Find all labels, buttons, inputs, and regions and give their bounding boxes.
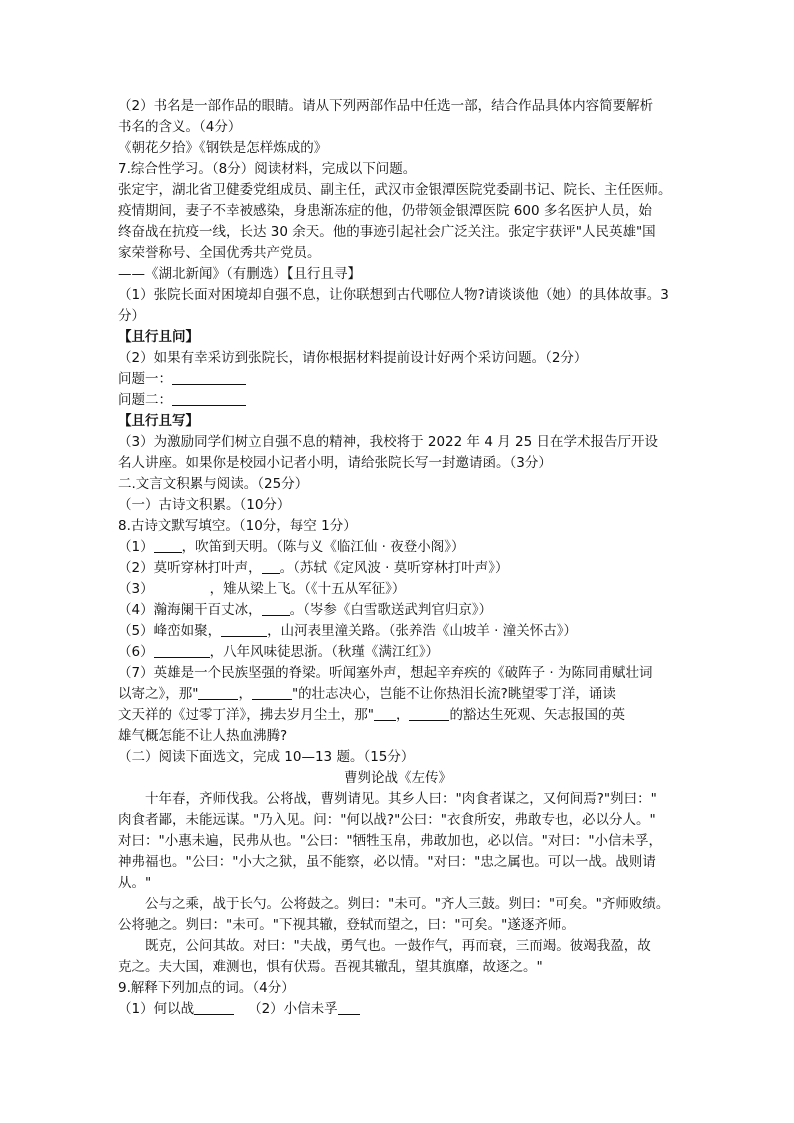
fill-prefix: （6） [118, 644, 154, 660]
answer-blank[interactable] [172, 391, 246, 406]
question-heading: 7.综合性学习。（8分）阅读材料，完成以下问题。 [118, 161, 417, 177]
fill-line [118, 537, 678, 558]
fill-suffix: 。（苏轼《定风波 · 莫听穿林打叶声》） [279, 560, 509, 576]
fill-prefix: （4）瀚海阑干百丈冰， [118, 602, 262, 618]
fill-line [118, 705, 678, 726]
passage-line: 肉食者鄙，未能远谋。"乃入见。问："何以战?"公曰："衣食所安，弗敢专也，必以分人。" [118, 812, 656, 828]
fill-line [118, 999, 678, 1020]
fill-line [118, 558, 678, 579]
answer-blank[interactable] [172, 370, 246, 385]
passage-line: 既克，公问其故。对曰："夫战，勇气也。一鼓作气，再而衰，三而竭。彼竭我盈，故 [145, 938, 651, 954]
text-line: （1）张院长面对困境却自强不息，让你联想到古代哪位人物?请谈谈他（她）的具体故事。3 [118, 287, 669, 303]
fill-suffix: ，雉从梁上飞。（《十五从军征》） [209, 581, 406, 597]
text-line: （2）书名是一部作品的眼睛。请从下列两部作品中任选一部，结合作品具体内容简要解析 [118, 98, 654, 114]
text-line: 《朝花夕拾》《钢铁是怎样炼成的》 [118, 140, 328, 156]
text-line: 家荣誉称号、全国优秀共产党员。 [118, 245, 321, 261]
fill-suffix: 。（岑参《白雪歌送武判官归京》） [289, 602, 493, 618]
answer-blank[interactable] [154, 643, 210, 658]
answer-line [118, 369, 678, 390]
answer-blank[interactable] [221, 622, 267, 637]
passage-line: 从。" [118, 875, 152, 891]
question-heading: 9.解释下列加点的词。（4分） [118, 980, 295, 996]
text-line: （3）为激励同学们树立自强不息的精神，我校将于 2022 年 4 月 25 日在学术报告厅开设 [118, 434, 658, 450]
passage-line: 神弗福也。"公曰："小大之狱，虽不能察，必以情。"对曰："忠之属也。可以一战。战则请 [118, 854, 656, 870]
fill-suffix: ，八年风味徒思浙。（秋瑾《满江红》） [209, 644, 440, 660]
text-line: 张定宇，湖北省卫健委党组成员、副主任，武汉市金银潭医院党委副书记、院长、主任医师。 [118, 182, 672, 198]
text-line: 终奋战在抗疫一线，长达 30 余天。他的事迹引起社会广泛关注。张定宇获评"人民英雄"国 [118, 224, 656, 240]
text-line: （7）英雄是一个民族坚强的脊梁。听闻塞外声，想起辛弃疾的《破阵子 · 为陈同甫赋壮词 [118, 665, 653, 681]
fill-prefix: （2）小信未孚 [248, 1001, 338, 1017]
fill-prefix: 以寄之》，那" [118, 686, 199, 702]
answer-blank[interactable] [154, 538, 182, 553]
passage-line: 对曰："小惠未遍，民弗从也。"公曰："牺牲玉帛，弗敢加也，必以信。"对曰："小信未孚， [118, 833, 663, 849]
fill-prefix: （3） [118, 581, 154, 597]
fill-prefix: 文天祥的《过零丁洋》，拂去岁月尘土，那" [118, 707, 374, 723]
fill-suffix: 的豁达生死观、矢志报国的英 [449, 707, 625, 723]
fill-separator: ， [238, 686, 252, 702]
fill-prefix: （2）莫听穿林打叶声， [118, 560, 262, 576]
passage-line: 克之。夫大国，难测也，惧有伏焉。吾视其辙乱，望其旗靡，故逐之。" [118, 959, 543, 975]
fill-line [118, 642, 678, 663]
fill-line [118, 579, 678, 600]
fill-suffix: "的壮志决心，岂能不让你热泪长流?眺望零丁洋，诵读 [291, 686, 616, 702]
question-label: 问题二： [118, 392, 172, 408]
answer-blank[interactable] [198, 685, 238, 700]
question-label: 问题一： [118, 371, 172, 387]
section-tag: 【且行且写】 [118, 413, 199, 429]
fill-suffix: ，吹笛到天明。（陈与义《临江仙 · 夜登小阁》） [181, 539, 465, 555]
passage-title: 曹刿论战《左传》 [344, 770, 452, 786]
exam-page [118, 96, 678, 1020]
text-line: 分） [118, 308, 145, 324]
answer-blank[interactable] [374, 706, 396, 721]
answer-blank[interactable] [338, 1000, 360, 1015]
answer-blank[interactable] [262, 601, 290, 616]
fill-suffix: ，山河表里潼关路。（张养浩《山坡羊 · 潼关怀古》） [267, 623, 577, 639]
fill-separator: ， [395, 707, 410, 723]
passage-line: 公与之乘，战于长勺。公将鼓之。刿曰："未可。"齐人三鼓。刿曰："可矣。"齐师败绩。 [145, 896, 670, 912]
section-heading: 二.文言文积累与阅读。（25分） [118, 476, 309, 492]
text-line: ——《湖北新闻》（有删选）【且行且寻】 [118, 266, 361, 282]
section-heading: （二）阅读下面选文，完成 10—13 题。（15分） [118, 749, 415, 765]
passage-line: 公将驰之。刿曰："未可。"下视其辙，登轼而望之，曰："可矣。"遂逐齐师。 [118, 917, 575, 933]
answer-line [118, 390, 678, 411]
text-line: 雄气概怎能不让人热血沸腾? [118, 728, 288, 744]
fill-line [118, 621, 678, 642]
fill-prefix: （1）何以战 [118, 1001, 195, 1017]
text-line: 名人讲座。如果你是校园小记者小明，请给张院长写一封邀请函。（3分） [118, 455, 552, 471]
fill-prefix: （5）峰峦如聚， [118, 623, 222, 639]
text-line: 书名的含义。（4分） [118, 119, 242, 135]
answer-blank[interactable] [154, 581, 210, 595]
question-heading: 8.古诗文默写填空。（10分，每空 1分） [118, 518, 357, 534]
answer-blank[interactable] [252, 685, 292, 700]
fill-line [118, 684, 678, 705]
answer-blank[interactable] [262, 559, 280, 574]
section-heading: （一）古诗文积累。（10分） [118, 497, 291, 513]
fill-prefix: （1） [118, 539, 154, 555]
text-line: 疫情期间，妻子不幸被感染，身患渐冻症的他，仍带领金银潭医院 600 多名医护人员，始 [118, 203, 652, 219]
answer-blank[interactable] [409, 706, 449, 721]
section-tag: 【且行且问】 [118, 329, 199, 345]
answer-blank[interactable] [194, 1000, 234, 1015]
text-line: （2）如果有幸采访到张院长，请你根据材料提前设计好两个采访问题。（2分） [118, 350, 588, 366]
passage-line: 十年春，齐师伐我。公将战，曹刿请见。其乡人曰："肉食者谋之，又何间焉?"刿曰：" [145, 791, 657, 807]
fill-line [118, 600, 678, 621]
